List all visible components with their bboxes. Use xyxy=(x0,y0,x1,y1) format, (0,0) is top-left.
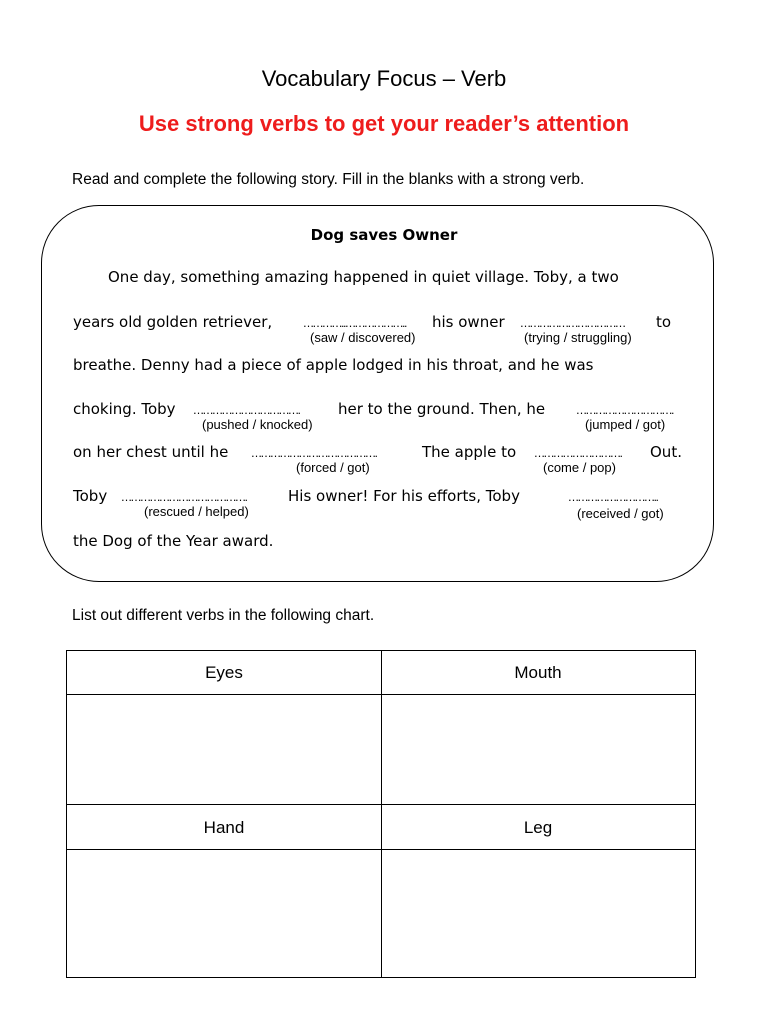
story-line-5-mid: The apple to xyxy=(422,443,517,461)
story-line-6-mid: His owner! For his efforts, Toby xyxy=(288,487,520,505)
hint-5: (forced / got) xyxy=(296,460,370,475)
blank-6[interactable]: ………………………. xyxy=(534,447,622,460)
story-line-2-start: years old golden retriever, xyxy=(73,313,273,331)
hint-1: (saw / discovered) xyxy=(310,330,416,345)
chart-header-eyes: Eyes xyxy=(205,663,243,682)
story-line-4-mid: her to the ground. Then, he xyxy=(338,400,546,418)
hint-4: (jumped / got) xyxy=(585,417,666,432)
hint-2: (trying / struggling) xyxy=(524,330,632,345)
chart-cell-leg[interactable] xyxy=(382,850,695,976)
blank-8[interactable]: ……………………….. xyxy=(568,491,658,504)
story-line-5-start: on her chest until he xyxy=(73,443,229,461)
page-title: Vocabulary Focus – Verb xyxy=(261,66,507,91)
story-line-2-end: to xyxy=(656,313,672,331)
chart-cell-hand[interactable] xyxy=(67,850,381,976)
chart-cell-mouth[interactable] xyxy=(382,695,695,804)
hint-7: (rescued / helped) xyxy=(144,504,249,519)
story-title: Dog saves Owner xyxy=(310,226,458,244)
blank-2[interactable]: …………………………… xyxy=(520,317,625,330)
chart-cell-eyes[interactable] xyxy=(67,695,381,804)
chart-header-mouth: Mouth xyxy=(514,663,562,682)
hint-3: (pushed / knocked) xyxy=(202,417,313,432)
chart-instruction: List out different verbs in the following chart. xyxy=(72,607,375,624)
verb-chart xyxy=(66,650,696,978)
story-instruction: Read and complete the following story. Fill in the blanks with a strong verb. xyxy=(72,171,585,188)
story-line-2-mid: his owner xyxy=(432,313,505,331)
chart-header-hand: Hand xyxy=(203,818,245,837)
blank-7[interactable]: …………………………………. xyxy=(121,491,247,504)
story-box xyxy=(41,205,714,582)
page-subtitle: Use strong verbs to get your reader’s attention xyxy=(138,111,630,136)
blank-3[interactable]: ……………………………. xyxy=(193,404,300,417)
story-line-1: One day, something amazing happened in quiet village. Toby, a two xyxy=(108,268,619,286)
blank-5[interactable]: …………………………………. xyxy=(251,447,377,460)
blank-4[interactable]: …………………………. xyxy=(576,404,673,417)
story-line-6-start: Toby xyxy=(73,487,108,505)
hint-6: (come / pop) xyxy=(543,460,616,475)
chart-header-leg: Leg xyxy=(523,818,553,837)
story-line-3: breathe. Denny had a piece of apple lodged in his throat, and he was xyxy=(73,356,594,374)
story-line-7: the Dog of the Year award. xyxy=(73,532,274,550)
story-line-5-end: Out. xyxy=(650,443,682,461)
hint-8: (received / got) xyxy=(577,506,664,521)
chart-divider-2 xyxy=(67,804,695,805)
story-line-4-start: choking. Toby xyxy=(73,400,176,418)
blank-1[interactable]: …………..……………….. xyxy=(303,317,406,330)
